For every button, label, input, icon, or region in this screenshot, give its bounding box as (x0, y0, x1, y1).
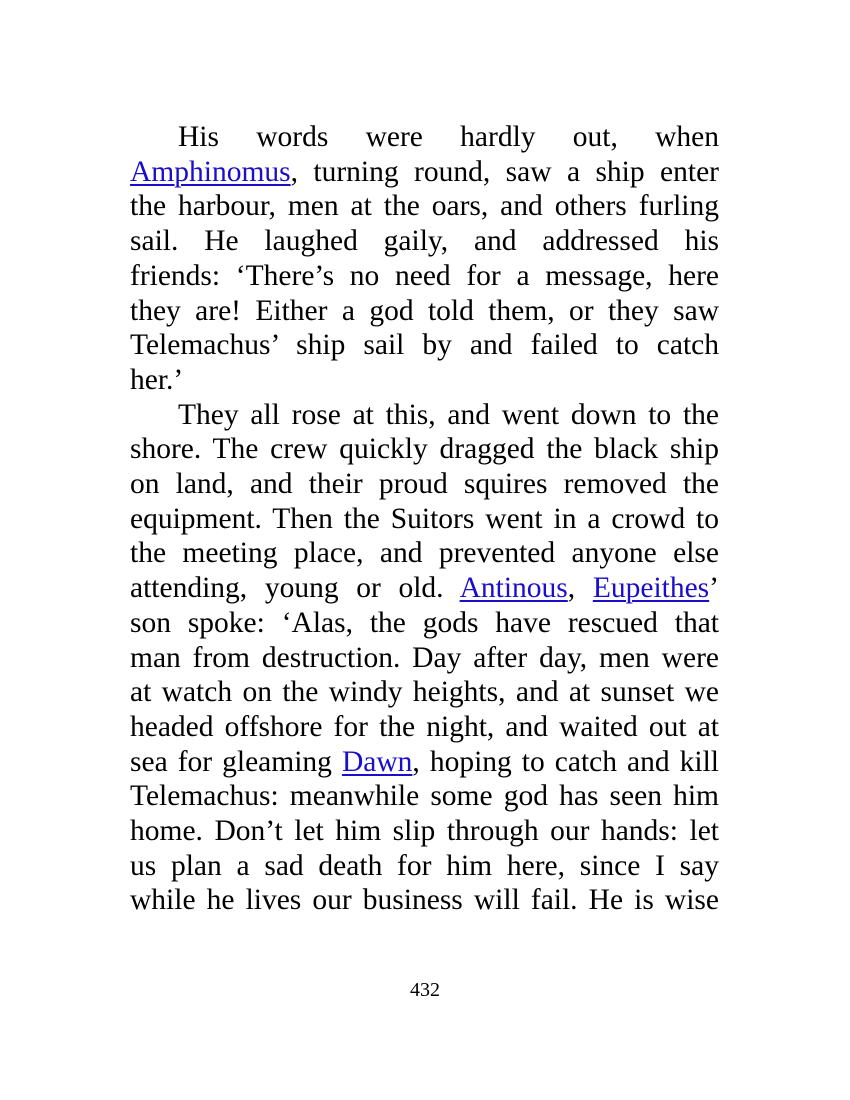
text-line (130, 606, 719, 641)
text-run: son spoke: ‘Alas, the gods have rescued that (130, 606, 719, 639)
text-line (130, 432, 719, 467)
text-line (130, 398, 719, 433)
text-run: Telemachus’ ship sail by and failed to catch (130, 329, 719, 362)
term-link[interactable]: Amphinomus (130, 155, 291, 188)
text-line (130, 502, 719, 537)
text-run: the harbour, men at the oars, and others furling (130, 190, 719, 223)
text-run: His words were hardly out, when (178, 121, 719, 153)
text-line (130, 467, 719, 502)
page-body (130, 120, 719, 918)
text-line (130, 259, 719, 294)
text-run: attending, young or old. (130, 572, 460, 605)
text-run: home. Don’t let him slip through our hands: let (130, 815, 719, 848)
text-run: , hoping to catch and kill (412, 745, 719, 778)
text-run: us plan a sad death for him here, since I say (130, 849, 719, 882)
text-run: , (567, 572, 593, 605)
text-line (130, 328, 719, 363)
text-run: man from destruction. Day after day, men were (130, 641, 719, 674)
text-line (130, 883, 719, 918)
term-link[interactable]: Eupeithes (592, 572, 710, 605)
text-run: equipment. Then the Suitors went in a crowd to (130, 502, 719, 535)
text-line (130, 571, 719, 606)
text-line (130, 849, 719, 884)
text-line (130, 536, 719, 571)
text-line (130, 189, 719, 224)
text-line (130, 155, 719, 190)
term-link[interactable]: Dawn (341, 745, 413, 778)
text-line (130, 363, 719, 398)
text-run: sea for gleaming (130, 745, 342, 778)
text-line (130, 710, 719, 745)
text-run: the meeting place, and prevented anyone else (130, 537, 719, 570)
text-run: sail. He laughed gaily, and addressed his (130, 225, 719, 258)
page-number: 432 (410, 979, 440, 1001)
text-run: , turning round, saw a ship enter (290, 155, 719, 188)
text-line (130, 120, 719, 155)
text-line (130, 779, 719, 814)
text-run: her.’ (130, 363, 184, 396)
text-line (130, 294, 719, 329)
text-run: they are! Either a god told them, or they saw (130, 294, 719, 327)
text-run: headed offshore for the night, and waited out at (130, 710, 719, 743)
text-line (130, 745, 719, 780)
text-line (130, 224, 719, 259)
text-run: at watch on the windy heights, and at sunset we (130, 676, 719, 709)
text-run: shore. The crew quickly dragged the black ship (130, 433, 719, 466)
text-run: on land, and their proud squires removed the (130, 468, 719, 501)
text-run: friends: ‘There’s no need for a message, here (130, 259, 719, 292)
text-line (130, 675, 719, 710)
text-run: ’ (709, 572, 719, 605)
text-run: They all rose at this, and went down to the (178, 398, 719, 431)
text-line (130, 814, 719, 849)
term-link[interactable]: Antinous (459, 572, 568, 605)
paragraph (130, 398, 719, 919)
text-run: Telemachus: meanwhile some god has seen him (130, 780, 719, 813)
text-run: while he lives our business will fail. He is wise (130, 884, 719, 917)
text-line (130, 641, 719, 676)
paragraph (130, 120, 719, 398)
